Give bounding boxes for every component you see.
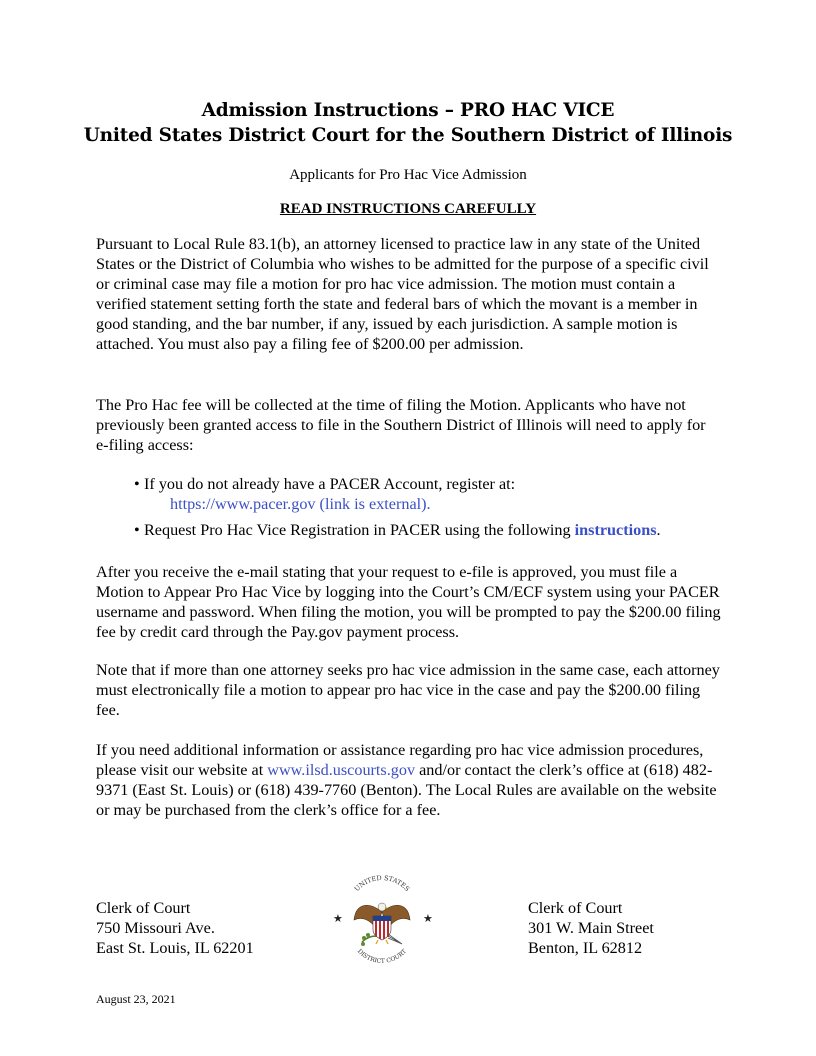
instructions-link[interactable]: instructions [574, 521, 657, 539]
website-link[interactable]: www.ilsd.uscourts.gov [267, 761, 416, 779]
bullet-icon: • [134, 475, 140, 493]
address-benton [528, 898, 654, 958]
contact-text-b: and/or contact the clerk’s office at (618) 482-9371 (East St. Louis) or (618) 439-7760 (Benton). The Local Rules are available on the website or may be purchased from the clerk’s office for a fee. [96, 761, 717, 819]
contact-text-a: If you need additional information or assistance regarding pro hac vice admission procedures, please visit our website at [96, 741, 704, 779]
address-line: Benton, IL 62812 [528, 939, 643, 957]
paragraph-multiple-attorneys: Note that if more than one attorney seeks pro hac vice admission in the same case, each attorney must electronically file a motion to appear pro hac vice in the case and pay the $200.00 filing fee. [96, 661, 720, 719]
bullet-text: If you do not already have a PACER Account, register at: [144, 475, 516, 493]
svg-text:★: ★ [423, 912, 433, 925]
paragraph-motion: After you receive the e-mail stating that your request to e-file is approved, you must file a Motion to Appear Pro Hac Vice by logging into the Court’s CM/ECF system using your PACER username and password. When filing the motion, you will be prompted to pay the $200.00 filing fee by credit card through the Pay.gov payment process. [96, 563, 721, 641]
list-item [134, 474, 754, 514]
document-title: Admission Instructions – PRO HAC VICE [201, 100, 615, 121]
bullet-icon: • [134, 521, 140, 539]
seal-top-text: UNITED STATES [352, 873, 412, 894]
bullet-list [134, 474, 754, 540]
paragraph-contact [96, 740, 721, 820]
address-line: 750 Missouri Ave. [96, 919, 215, 937]
document-date: August 23, 2021 [96, 992, 176, 1006]
seal-bottom-text: DISTRICT COURT [355, 947, 409, 965]
address-line: Clerk of Court [528, 899, 623, 917]
address-line: 301 W. Main Street [528, 919, 654, 937]
pacer-link[interactable]: https://www.pacer.gov (link is external). [170, 495, 431, 513]
address-line: Clerk of Court [96, 899, 191, 917]
svg-text:★: ★ [333, 912, 343, 925]
address-east-st-louis [96, 898, 254, 958]
bullet-end: . [656, 521, 661, 539]
list-item [134, 520, 754, 540]
court-name: United States District Court for the Southern District of Illinois [83, 125, 733, 146]
court-seal-icon [318, 872, 446, 972]
paragraph-fee: The Pro Hac fee will be collected at the time of filing the Motion. Applicants who have not previously been granted access to file in the Southern District of Illinois will need to apply for e-filing access: [96, 396, 706, 454]
read-instructions-heading: READ INSTRUCTIONS CAREFULLY [279, 201, 537, 217]
subtitle: Applicants for Pro Hac Vice Admission [289, 167, 527, 183]
bullet-text: Request Pro Hac Vice Registration in PACER using the following [144, 521, 575, 539]
address-line: East St. Louis, IL 62201 [96, 939, 254, 957]
paragraph-local-rule: Pursuant to Local Rule 83.1(b), an attorney licensed to practice law in any state of the United States or the District of Columbia who wishes to be admitted for the purpose of a specific civil or criminal case may file a motion for pro hac vice admission. The motion must contain a verified statement setting forth the state and federal bars of which the movant is a member in good standing, and the bar number, if any, issued by each jurisdiction. A sample motion is attached. You must also pay a filing fee of $200.00 per admission. [96, 235, 709, 353]
